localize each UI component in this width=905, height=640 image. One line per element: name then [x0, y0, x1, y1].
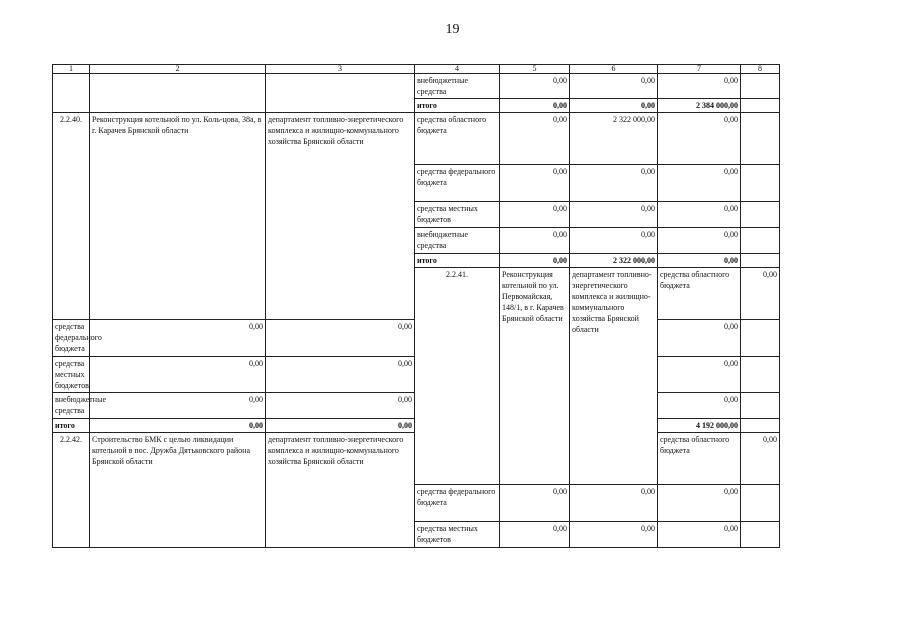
- value-cell-col8: [741, 357, 780, 393]
- value-cell-col8: [741, 254, 780, 268]
- funding-source-cell: внебюджетные средства: [53, 393, 90, 419]
- funding-source-cell: средства местных бюджетов: [415, 202, 500, 228]
- value-cell-col7: 0,00: [658, 165, 741, 202]
- value-cell-col5: 0,00: [90, 393, 266, 419]
- value-cell-col8: [741, 113, 780, 165]
- department-cell: департамент топливно-энергетического комплекса и жилищно-коммунального хозяйства Брянской области: [570, 268, 658, 485]
- value-cell-col5: 0,00: [500, 202, 570, 228]
- value-cell-col7: 0,00: [658, 320, 741, 357]
- value-cell-col5: 0,00: [90, 357, 266, 393]
- value-cell-col6: 0,00: [570, 165, 658, 202]
- value-cell-col6: 2 322 000,00: [570, 113, 658, 165]
- value-cell-col6: 2 322 000,00: [570, 254, 658, 268]
- department-cell: [266, 74, 415, 113]
- item-name-cell: Реконструкция котельной по ул. Первомайская, 148/1, в г. Карачев Брянской области: [500, 268, 570, 485]
- item-number-cell: 2.2.41.: [415, 268, 500, 485]
- value-cell-col5: 0,00: [500, 113, 570, 165]
- item-name-cell: Реконструкция котельной по ул. Коль-цова, 38а, в г. Карачев Брянской области: [90, 113, 266, 320]
- funding-source-cell: средства федерального бюджета: [415, 165, 500, 202]
- value-cell-col6: 0,00: [266, 419, 415, 433]
- funding-source-cell: итого: [415, 254, 500, 268]
- value-cell-col6: 0,00: [570, 202, 658, 228]
- funding-source-cell: внебюджетные средства: [415, 74, 500, 99]
- header-row: [53, 65, 780, 74]
- value-cell-col6: 0,00: [266, 320, 415, 357]
- page-number: 19: [445, 22, 460, 37]
- value-cell-col8: [741, 228, 780, 254]
- item-name-cell: [90, 74, 266, 113]
- funding-source-cell: средства областного бюджета: [415, 113, 500, 165]
- funding-source-cell: средства федерального бюджета: [415, 485, 500, 522]
- column-header: 4: [415, 65, 500, 74]
- value-cell-col5: 0,00: [90, 419, 266, 433]
- department-cell: департамент топливно-энергетического комплекса и жилищно-коммунального хозяйства Брянской области: [266, 433, 415, 548]
- value-cell-col7: 4 192 000,00: [658, 419, 741, 433]
- value-cell-col5: 0,00: [500, 99, 570, 113]
- value-cell-col7: 0,00: [658, 522, 741, 548]
- value-cell-col8: [741, 320, 780, 357]
- value-cell-col5: 0,00: [741, 433, 780, 485]
- funding-source-cell: средства областного бюджета: [658, 433, 741, 485]
- value-cell-col6: 0,00: [266, 393, 415, 419]
- value-cell-col5: 0,00: [500, 485, 570, 522]
- item-name-cell: Строительство БМК с целью ликвидации котельной в пос. Дружба Дятьковского района Брянской области: [90, 433, 266, 548]
- funding-source-cell: итого: [415, 99, 500, 113]
- table-row: [53, 113, 780, 165]
- value-cell-col5: 0,00: [500, 74, 570, 99]
- value-cell-col5: 0,00: [90, 320, 266, 357]
- value-cell-col7: 0,00: [658, 393, 741, 419]
- value-cell-col6: 0,00: [570, 485, 658, 522]
- column-header: 2: [90, 65, 266, 74]
- value-cell-col6: 0,00: [266, 357, 415, 393]
- value-cell-col8: [741, 99, 780, 113]
- value-cell-col6: 0,00: [570, 522, 658, 548]
- budget-table: [52, 64, 780, 548]
- value-cell-col7: 0,00: [658, 485, 741, 522]
- item-number-cell: 2.2.40.: [53, 113, 90, 320]
- funding-source-cell: средства федерального бюджета: [53, 320, 90, 357]
- value-cell-col6: 0,00: [570, 228, 658, 254]
- value-cell-col5: 0,00: [500, 165, 570, 202]
- value-cell-col6: 0,00: [570, 99, 658, 113]
- value-cell-col8: [741, 393, 780, 419]
- value-cell-col5: 0,00: [500, 254, 570, 268]
- value-cell-col7: 2 384 000,00: [658, 99, 741, 113]
- funding-source-cell: средства местных бюджетов: [53, 357, 90, 393]
- column-header: 8: [741, 65, 780, 74]
- value-cell-col7: 0,00: [658, 228, 741, 254]
- value-cell-col8: [741, 485, 780, 522]
- value-cell-col5: 0,00: [500, 522, 570, 548]
- funding-source-cell: средства местных бюджетов: [415, 522, 500, 548]
- value-cell-col5: 0,00: [500, 228, 570, 254]
- column-header: 1: [53, 65, 90, 74]
- value-cell-col8: [741, 74, 780, 99]
- column-header: 6: [570, 65, 658, 74]
- funding-source-cell: средства областного бюджета: [658, 268, 741, 320]
- value-cell-col6: 0,00: [570, 74, 658, 99]
- column-header: 7: [658, 65, 741, 74]
- funding-source-cell: внебюджетные средства: [415, 228, 500, 254]
- value-cell-col8: [741, 202, 780, 228]
- value-cell-col7: 0,00: [658, 254, 741, 268]
- value-cell-col8: [741, 165, 780, 202]
- value-cell-col8: [741, 522, 780, 548]
- column-header: 3: [266, 65, 415, 74]
- value-cell-col7: 0,00: [658, 202, 741, 228]
- department-cell: департамент топливно-энергетического комплекса и жилищно-коммунального хозяйства Брянской области: [266, 113, 415, 320]
- funding-source-cell: итого: [53, 419, 90, 433]
- item-number-cell: [53, 74, 90, 113]
- value-cell-col7: 0,00: [658, 357, 741, 393]
- value-cell-col5: 0,00: [741, 268, 780, 320]
- table-row: [53, 74, 780, 99]
- value-cell-col7: 0,00: [658, 74, 741, 99]
- item-number-cell: 2.2.42.: [53, 433, 90, 548]
- column-header: 5: [500, 65, 570, 74]
- value-cell-col8: [741, 419, 780, 433]
- value-cell-col7: 0,00: [658, 113, 741, 165]
